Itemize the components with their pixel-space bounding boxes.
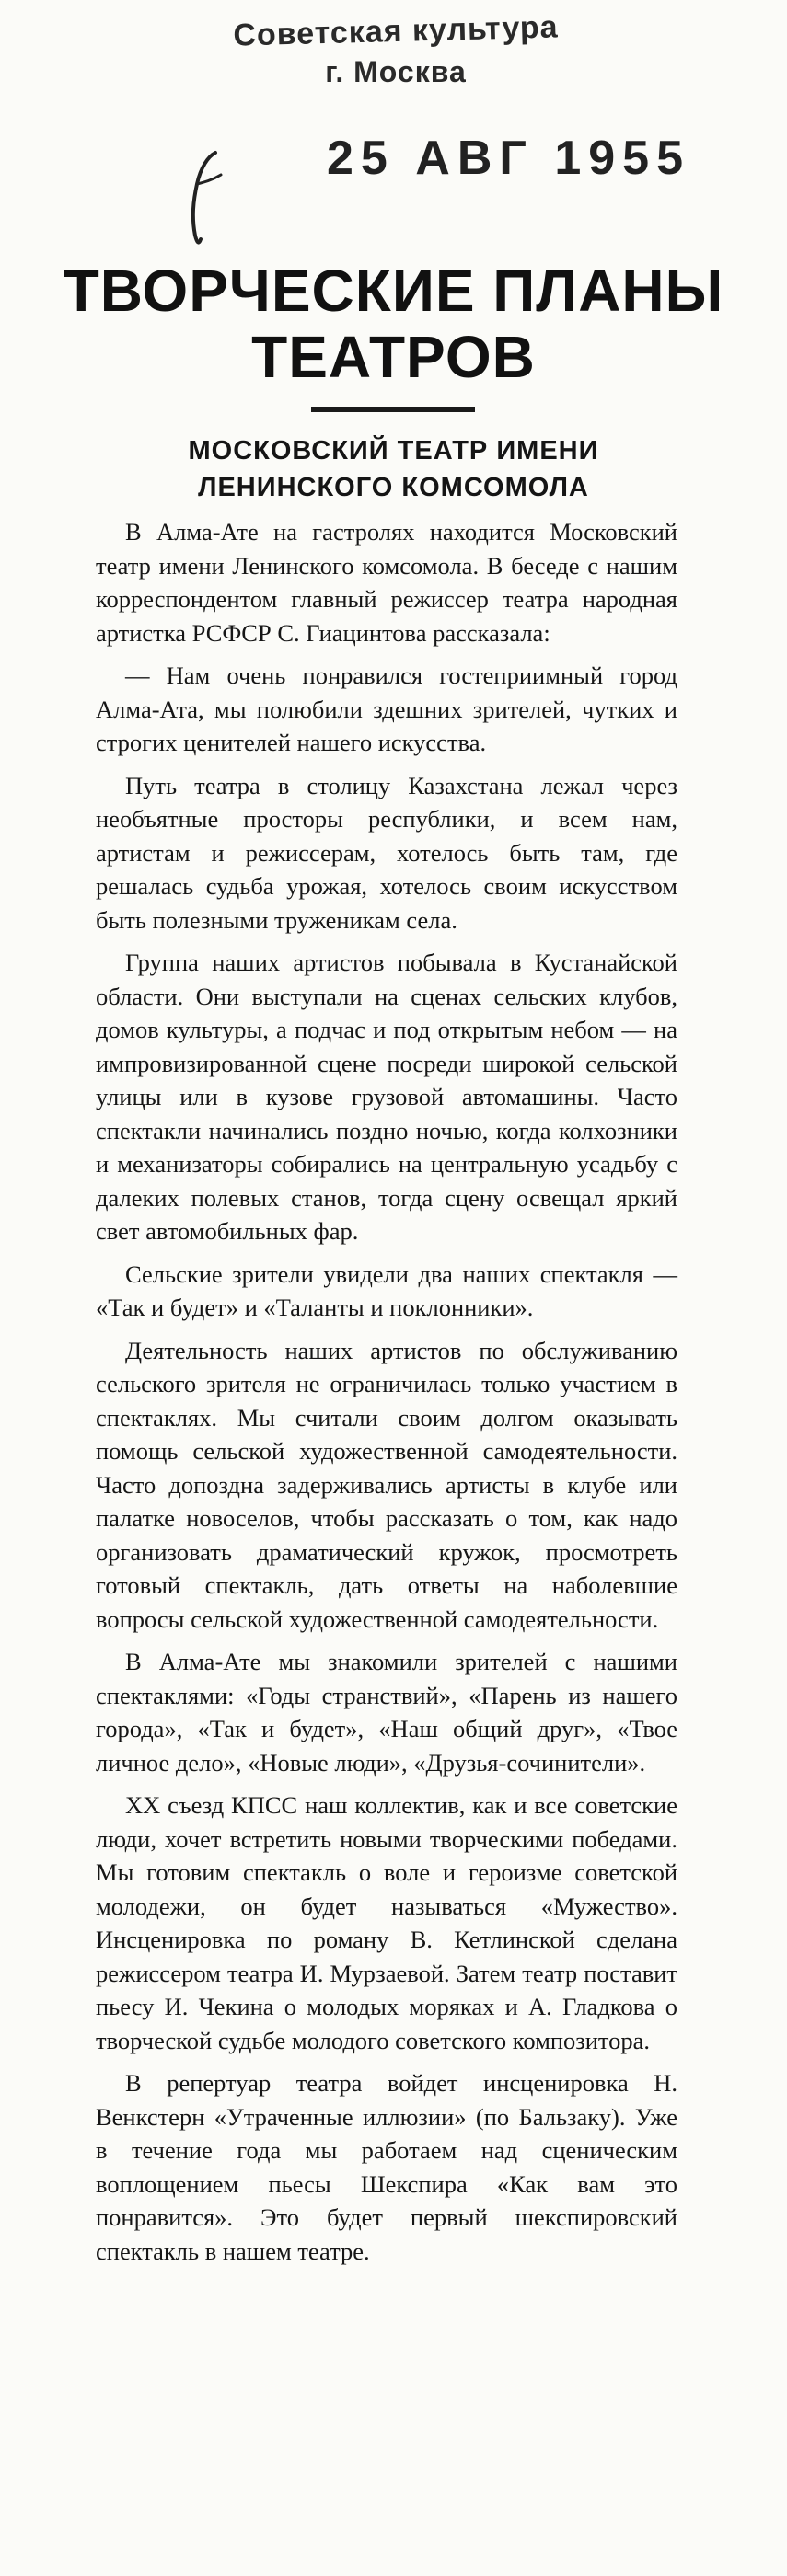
paragraph: XX съезд КПСС наш коллектив, как и все советские люди, хочет встретить новыми творческими победами. Мы готовим спектакль о воле и героизме советской молодежи, он будет называться «Мужество». Инсценировка по роману В. Кетлинской сделана режиссером театра И. Мурзаевой. Затем театр поставит пьесу И. Чекина о молодых моряках и А. Гладкова о творческой судьбе молодого советского композитора. <box>96 1791 677 2054</box>
paragraph: В Алма-Ате мы знакомили зрителей с нашими спектаклями: «Годы странствий», «Парень из нашего города», «Так и будет», «Наш общий друг», «Твое личное дело», «Новые люди», «Друзья-сочинители». <box>96 1648 677 1777</box>
paragraph: — Нам очень понравился гостеприимный город Алма-Ата, мы полюбили здешних зрителей, чутких и строгих ценителей нашего искусства. <box>96 661 677 756</box>
subheading-line-1: МОСКОВСКИЙ ТЕАТР ИМЕНИ <box>188 436 599 466</box>
stamp-city: г. Москва <box>325 55 467 88</box>
article-headline <box>55 258 732 390</box>
paragraph: В репертуар театра войдет инсценировка Н. Венкстерн «Утраченные иллюзии» (по Бальзаку). Уже в течение года мы работаем над сценическим воплощением пьесы Шекспира «Как вам это понравится». Это будет первый шекспировский спектакль в нашем театре. <box>96 2069 677 2265</box>
stamp-date: 25 АВГ 1955 <box>327 132 690 185</box>
paragraph: Деятельность наших артистов по обслуживанию сельского зрителя не ограничилась только участием в спектаклях. Мы считали своим долгом оказывать помощь сельской художественной самодеятельности. Часто допоздна задерживались артисты в клубе или палатке новоселов, чтобы рассказать о том, как надо организовать драматический кружок, просмотреть готовый спектакль, дать ответы на наболевшие вопросы сельской художественной самодеятельности. <box>96 1336 677 1633</box>
headline-line-1: ТВОРЧЕСКИЕ ПЛАНЫ <box>63 258 724 324</box>
stamp-newspaper-name: Советская культура <box>232 9 560 53</box>
paragraph: В Алма-Ате на гастролях находится Московский театр имени Ленинского комсомола. В беседе с нашим корреспондентом главный режиссер театра народная артистка РСФСР С. Гиацинтова рассказала: <box>96 518 677 647</box>
handwritten-mark-icon <box>180 147 226 248</box>
headline-line-2: ТЕАТРОВ <box>251 324 536 390</box>
paragraph: Путь театра в столицу Казахстана лежал через необъятные просторы республики, и всем нам, артистам и режиссерам, хотелось быть там, где решалась судьба урожая, хотелось своим искусством быть полезными труженикам села. <box>96 771 677 934</box>
newspaper-stamp <box>184 11 608 92</box>
headline-divider <box>311 407 475 412</box>
subheading-line-2: ЛЕНИНСКОГО КОМСОМОЛА <box>198 473 589 502</box>
article-body <box>96 515 677 2277</box>
paragraph: Группа наших артистов побывала в Кустанайской области. Они выступали на сценах сельских клубов, домов культуры, а подчас и под открытым небом — на импровизированной сцене посреди широкой сельской улицы или в кузове грузовой автомашины. Часто спектакли начинались поздно ночью, когда колхозники и механизаторы собирались на центральную усадьбу с далеких полевых станов, тогда сцену освещал яркий свет автомобильных фар. <box>96 949 677 1245</box>
article-subheading <box>74 432 713 506</box>
paragraph: Сельские зрители увидели два наших спектакля — «Так и будет» и «Таланты и поклонники». <box>96 1259 677 1321</box>
